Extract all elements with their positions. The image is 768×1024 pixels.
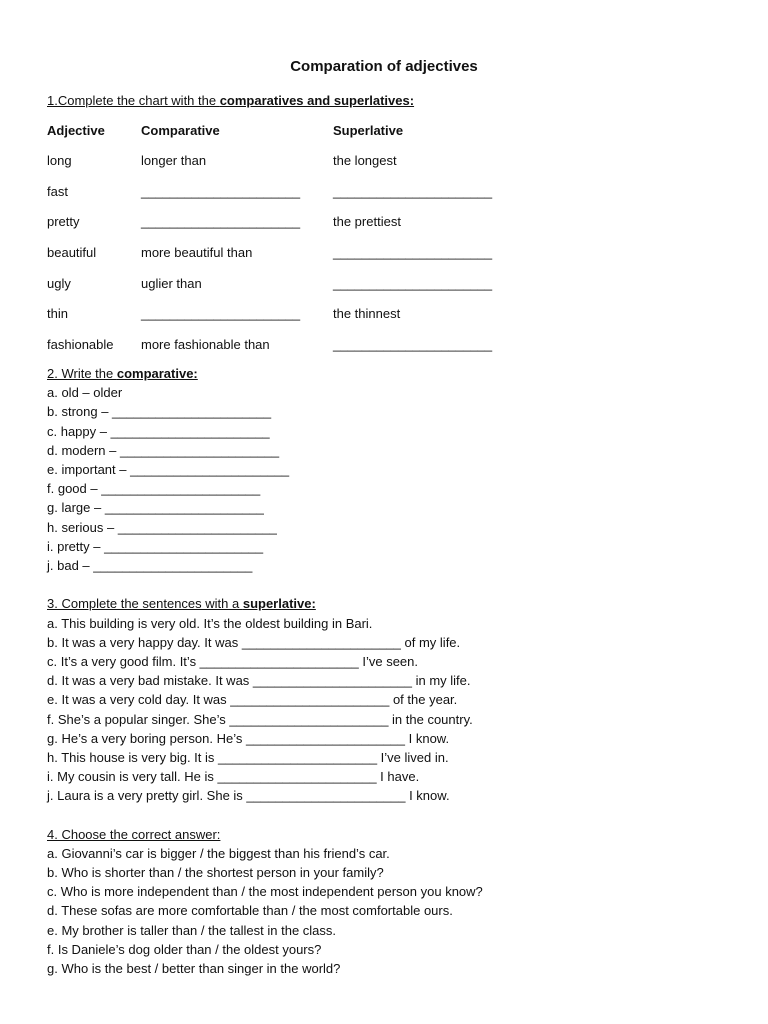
section3-heading bbox=[47, 596, 316, 611]
chart-cell-superlative[interactable]: ______________________ bbox=[333, 245, 493, 260]
list-item[interactable]: d. modern – ______________________ bbox=[47, 443, 280, 458]
chart-cell-superlative: the prettiest bbox=[333, 214, 401, 229]
chart-cell-adjective: fast bbox=[47, 184, 68, 199]
chart-cell-adjective: beautiful bbox=[47, 245, 97, 260]
header-superlative: Superlative bbox=[333, 123, 404, 138]
list-item[interactable]: h. serious – ______________________ bbox=[47, 520, 277, 535]
chart-cell-comparative[interactable]: ______________________ bbox=[141, 306, 301, 321]
section2-heading-text: 2. Write the bbox=[47, 366, 117, 381]
section1-heading-bold: comparatives and superlatives: bbox=[219, 93, 415, 108]
list-item[interactable]: i. pretty – ______________________ bbox=[47, 539, 264, 554]
chart-cell-comparative[interactable]: ______________________ bbox=[141, 184, 301, 199]
chart-cell-adjective: long bbox=[47, 153, 72, 168]
chart-cell-adjective: pretty bbox=[47, 214, 80, 229]
list-item[interactable]: f. Is Daniele’s dog older than / the oldest yours? bbox=[47, 942, 322, 957]
list-item[interactable]: e. important – ______________________ bbox=[47, 462, 290, 477]
list-item: a. old – older bbox=[47, 385, 123, 400]
list-item[interactable]: h. This house is very big. It is ______________________ I’ve lived in. bbox=[47, 750, 449, 765]
list-item[interactable]: c. It’s a very good film. It’s ______________________ I’ve seen. bbox=[47, 654, 419, 669]
section4-heading: 4. Choose the correct answer: bbox=[47, 827, 221, 842]
list-item[interactable]: j. Laura is a very pretty girl. She is ______________________ I know. bbox=[47, 788, 450, 803]
header-comparative: Comparative bbox=[141, 123, 220, 138]
list-item[interactable]: a. Giovanni’s car is bigger / the biggest than his friend’s car. bbox=[47, 846, 390, 861]
list-item[interactable]: f. good – ______________________ bbox=[47, 481, 261, 496]
chart-cell-superlative[interactable]: ______________________ bbox=[333, 184, 493, 199]
list-item[interactable]: g. Who is the best / better than singer in the world? bbox=[47, 961, 341, 976]
chart-cell-comparative: more beautiful than bbox=[141, 245, 253, 260]
chart-cell-adjective: fashionable bbox=[47, 337, 114, 352]
section3-heading-text: 3. Complete the sentences with a bbox=[47, 596, 243, 611]
chart-cell-adjective: thin bbox=[47, 306, 68, 321]
list-item[interactable]: j. bad – ______________________ bbox=[47, 558, 253, 573]
chart-cell-superlative: the thinnest bbox=[333, 306, 401, 321]
list-item[interactable]: d. These sofas are more comfortable than / the most comfortable ours. bbox=[47, 903, 453, 918]
chart-cell-comparative[interactable]: ______________________ bbox=[141, 214, 301, 229]
list-item[interactable]: e. It was a very cold day. It was ______________________ of the year. bbox=[47, 692, 458, 707]
section1-heading bbox=[47, 93, 414, 108]
chart-cell-adjective: ugly bbox=[47, 276, 71, 291]
page-title: Comparation of adjectives bbox=[290, 58, 478, 75]
list-item[interactable]: b. Who is shorter than / the shortest person in your family? bbox=[47, 865, 384, 880]
list-item[interactable]: g. He’s a very boring person. He’s ______________________ I know. bbox=[47, 731, 450, 746]
chart-cell-comparative: more fashionable than bbox=[141, 337, 270, 352]
chart-cell-superlative[interactable]: ______________________ bbox=[333, 276, 493, 291]
chart-cell-comparative: uglier than bbox=[141, 276, 202, 291]
list-item[interactable]: b. It was a very happy day. It was ______________________ of my life. bbox=[47, 635, 461, 650]
list-item: a. This building is very old. It’s the oldest building in Bari. bbox=[47, 616, 373, 631]
section3-heading-bold: superlative: bbox=[242, 596, 316, 611]
chart-cell-superlative: the longest bbox=[333, 153, 397, 168]
list-item[interactable]: f. She’s a popular singer. She’s ______________________ in the country. bbox=[47, 712, 473, 727]
list-item[interactable]: g. large – ______________________ bbox=[47, 500, 264, 515]
section1-heading-text: 1.Complete the chart with the bbox=[47, 93, 220, 108]
section2-heading-bold: comparative: bbox=[116, 366, 198, 381]
list-item[interactable]: i. My cousin is very tall. He is ______________________ I have. bbox=[47, 769, 420, 784]
list-item[interactable]: e. My brother is taller than / the tallest in the class. bbox=[47, 923, 337, 938]
list-item[interactable]: b. strong – ______________________ bbox=[47, 404, 272, 419]
header-adjective: Adjective bbox=[47, 123, 105, 138]
list-item[interactable]: c. Who is more independent than / the most independent person you know? bbox=[47, 884, 483, 899]
chart-cell-superlative[interactable]: ______________________ bbox=[333, 337, 493, 352]
chart-cell-comparative: longer than bbox=[141, 153, 207, 168]
list-item[interactable]: d. It was a very bad mistake. It was ______________________ in my life. bbox=[47, 673, 471, 688]
list-item[interactable]: c. happy – ______________________ bbox=[47, 424, 270, 439]
section2-heading bbox=[47, 366, 198, 381]
